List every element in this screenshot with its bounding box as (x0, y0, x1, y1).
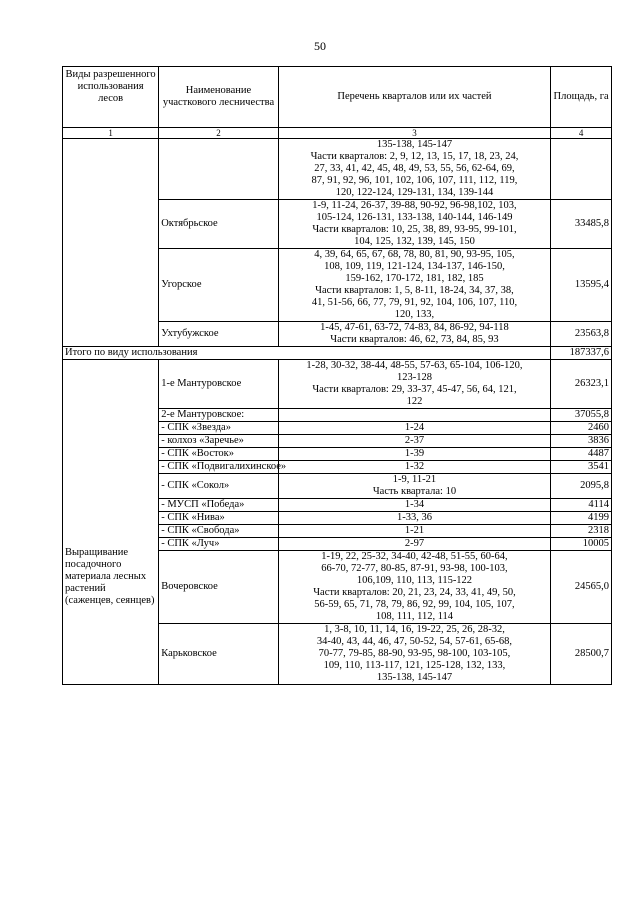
quarters-line: Части кварталов: 2, 9, 12, 13, 15, 17, 18, 23, 24, (310, 151, 519, 162)
table-header-row (63, 67, 612, 128)
quarters-line: 1-39 (404, 448, 425, 459)
column-index: 3 (278, 128, 550, 139)
quarters-line: Части кварталов: 10, 25, 38, 89, 93-95, 99-101, (312, 224, 517, 235)
usage-type-cell: Выращивание посадочного материала лесных растений (саженцев, сеянцев) (63, 360, 159, 685)
area-cell (551, 139, 612, 200)
forestry-name-cell: - колхоз «Заречье» (159, 435, 279, 448)
quarters-line: 135-138, 145-147 (376, 672, 453, 683)
forestry-name-cell: - СПК «Нива» (159, 512, 279, 525)
column-index: 2 (159, 128, 279, 139)
quarters-cell (278, 525, 550, 538)
forestry-name-cell: Октябрьское (159, 200, 279, 249)
quarters-line: 87, 91, 92, 96, 101, 102, 106, 107, 111, 112, 119, (311, 175, 518, 186)
quarters-line: 1-9, 11-24, 26-37, 39-88, 90-92, 96-98,102, 103, (312, 200, 517, 211)
quarters-line: 1-9, 11-21 (392, 474, 437, 485)
quarters-line: 109, 110, 113-117, 121, 125-128, 132, 133, (323, 660, 506, 671)
quarters-line: 105-124, 126-131, 133-138, 140-144, 146-149 (316, 212, 513, 223)
column-index: 1 (63, 128, 159, 139)
quarters-cell (278, 409, 550, 422)
quarters-cell (278, 422, 550, 435)
quarters-line: 34-40, 43, 44, 46, 47, 50-52, 54, 57-61, 65-68, (316, 636, 513, 647)
quarters-line: 1-24 (404, 422, 425, 433)
forestry-name-cell: Карьковское (159, 624, 279, 685)
quarters-cell (278, 322, 550, 347)
quarters-cell (278, 448, 550, 461)
quarters-line: 123-128 (396, 372, 432, 383)
forestry-name-cell: - СПК «Подвигалихинское» (159, 461, 279, 474)
forestry-name-cell: - СПК «Луч» (159, 538, 279, 551)
quarters-line: 106,109, 110, 113, 115-122 (356, 575, 473, 586)
quarters-line: 1-28, 30-32, 38-44, 48-55, 57-63, 65-104, 106-120, (306, 360, 523, 371)
forestry-name-cell: - СПК «Восток» (159, 448, 279, 461)
area-cell: 4487 (551, 448, 612, 461)
table-row (63, 139, 612, 200)
forestry-name-cell: Вочеровское (159, 551, 279, 624)
header-quarters-list: Перечень кварталов или их частей (278, 67, 550, 128)
area-cell: 2095,8 (551, 474, 612, 499)
area-cell: 10005 (551, 538, 612, 551)
area-cell: 23563,8 (551, 322, 612, 347)
quarters-line: Части кварталов: 46, 62, 73, 84, 85, 93 (330, 334, 499, 345)
forestry-name-cell: - СПК «Сокол» (159, 474, 279, 499)
quarters-line: 108, 109, 119, 121-124, 134-137, 146-150, (324, 261, 505, 272)
usage-type-cell (63, 139, 159, 347)
quarters-line: 66-70, 72-77, 80-85, 87-91, 93-98, 100-103, (321, 563, 508, 574)
quarters-line: 122 (406, 396, 423, 407)
quarters-cell (278, 624, 550, 685)
quarters-line: Часть квартала: 10 (372, 486, 457, 497)
quarters-line: 2-37 (404, 435, 425, 446)
forestry-name-cell: - СПК «Звезда» (159, 422, 279, 435)
forest-usage-table (62, 66, 612, 685)
header-forestry-name: Наименование участкового лесничества (159, 67, 279, 128)
total-area: 187337,6 (551, 347, 612, 360)
header-usage-type: Виды разрешенного использования лесов (63, 67, 159, 128)
quarters-line: 120, 133, (394, 309, 435, 320)
quarters-line: 1-45, 47-61, 63-72, 74-83, 84, 86-92, 94-118 (320, 322, 509, 333)
quarters-line: 27, 33, 41, 42, 45, 48, 49, 53, 55, 56, 62-64, 69, (314, 163, 515, 174)
quarters-line: 108, 111, 112, 114 (375, 611, 454, 622)
quarters-line: 1-33, 36 (396, 512, 432, 523)
quarters-cell (278, 499, 550, 512)
area-cell: 4199 (551, 512, 612, 525)
area-cell: 26323,1 (551, 360, 612, 409)
forestry-name-cell: Угорское (159, 249, 279, 322)
quarters-cell (278, 360, 550, 409)
quarters-line: Части кварталов: 1, 5, 8-11, 18-24, 34, 37, 38, (315, 285, 514, 296)
quarters-line: 4, 39, 64, 65, 67, 68, 78, 80, 81, 90, 93-95, 105, (314, 249, 515, 260)
quarters-line: 1, 3-8, 10, 11, 14, 16, 19-22, 25, 26, 28-32, (324, 624, 505, 635)
quarters-line: 104, 125, 132, 139, 145, 150 (354, 236, 475, 247)
area-cell: 3836 (551, 435, 612, 448)
area-cell: 2460 (551, 422, 612, 435)
area-cell: 24565,0 (551, 551, 612, 624)
quarters-line: 159-162, 170-172, 181, 182, 185 (345, 273, 484, 284)
quarters-line: 1-34 (404, 499, 425, 510)
quarters-cell (278, 139, 550, 200)
area-cell: 28500,7 (551, 624, 612, 685)
area-cell: 13595,4 (551, 249, 612, 322)
quarters-cell (278, 538, 550, 551)
quarters-line: 41, 51-56, 66, 77, 79, 91, 92, 104, 106, 107, 110, (311, 297, 518, 308)
forestry-name-cell: 2-е Мантуровское: (159, 409, 279, 422)
page-number: 50 (314, 39, 326, 53)
forestry-name-cell: 1-е Мантуровское (159, 360, 279, 409)
quarters-cell (278, 249, 550, 322)
quarters-line: 56-59, 65, 71, 78, 79, 86, 92, 99, 104, 105, 107, (314, 599, 515, 610)
forestry-name-cell: - МУСП «Победа» (159, 499, 279, 512)
forestry-name-cell (159, 139, 279, 200)
quarters-line: 1-21 (404, 525, 425, 536)
quarters-line: 135-138, 145-147 (376, 139, 453, 150)
quarters-cell (278, 435, 550, 448)
header-area: Площадь, га (551, 67, 612, 128)
quarters-cell (278, 461, 550, 474)
area-cell: 37055,8 (551, 409, 612, 422)
quarters-line: 120, 122-124, 129-131, 134, 139-144 (335, 187, 494, 198)
quarters-line: 1-19, 22, 25-32, 34-40, 42-48, 51-55, 60-64, (321, 551, 508, 562)
quarters-line: 1-32 (404, 461, 425, 472)
total-row (63, 347, 612, 360)
forestry-name-cell: Ухтубужское (159, 322, 279, 347)
quarters-line: Части кварталов: 20, 21, 23, 24, 33, 41, 49, 50, (313, 587, 516, 598)
table-row (63, 360, 612, 409)
quarters-cell (278, 551, 550, 624)
quarters-cell (278, 512, 550, 525)
total-label: Итого по виду использования (63, 347, 551, 360)
column-index-row (63, 128, 612, 139)
area-cell: 4114 (551, 499, 612, 512)
forestry-name-cell: - СПК «Свобода» (159, 525, 279, 538)
column-index: 4 (551, 128, 612, 139)
area-cell: 2318 (551, 525, 612, 538)
quarters-cell (278, 200, 550, 249)
quarters-line: Части кварталов: 29, 33-37, 45-47, 56, 64, 121, (312, 384, 517, 395)
quarters-cell (278, 474, 550, 499)
quarters-line: 2-97 (404, 538, 425, 549)
quarters-line: 70-77, 79-85, 88-90, 93-95, 98-100, 103-105, (318, 648, 511, 659)
area-cell: 33485,8 (551, 200, 612, 249)
area-cell: 3541 (551, 461, 612, 474)
